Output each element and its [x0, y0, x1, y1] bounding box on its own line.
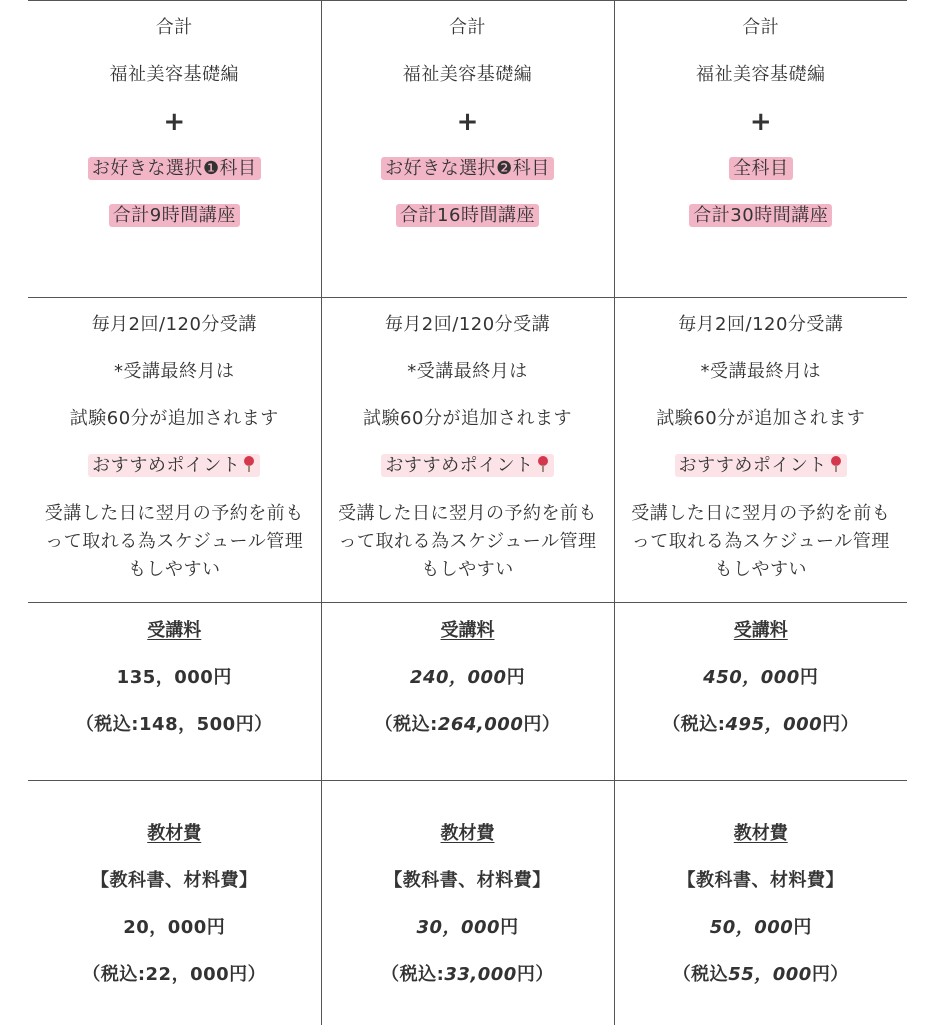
hours-badge: 合計9時間講座 — [109, 204, 240, 227]
exam-note: 試験60分が追加されます — [69, 408, 279, 429]
pin-icon — [536, 455, 550, 473]
tuition-row — [28, 603, 907, 781]
hours-badge: 合計16時間講座 — [396, 204, 539, 227]
schedule-row — [28, 298, 907, 603]
total-label: 合計 — [155, 17, 193, 38]
materials-title: 教材費 — [733, 823, 788, 844]
final-month-note: *受講最終月は — [700, 361, 821, 382]
tax-value: 55，000 — [728, 964, 812, 985]
pin-icon — [242, 455, 256, 473]
plus-sign: + — [749, 107, 772, 137]
tax-close: 円） — [235, 714, 273, 735]
recommend-description: 受講した日に翌月の予約を前もって取れる為スケジュール管理もしやすい — [631, 503, 891, 580]
selection-badge: 全科目 — [729, 157, 793, 180]
recommend-description: 受講した日に翌月の予約を前もって取れる為スケジュール管理もしやすい — [44, 503, 304, 580]
recommend-badge — [381, 454, 553, 477]
materials-price — [334, 915, 602, 941]
base-course: 福祉美容基礎編 — [696, 64, 826, 85]
schedule-cell-3 — [614, 298, 907, 603]
price-number: 240，000 — [409, 667, 507, 688]
exam-note: 試験60分が追加されます — [656, 408, 866, 429]
tuition-cell-2 — [321, 603, 614, 781]
tuition-title: 受講料 — [733, 620, 788, 641]
tax-open: （税込: — [374, 714, 438, 735]
tax-close: 円） — [516, 964, 554, 985]
tax-close: 円） — [822, 714, 860, 735]
materials-items: 【教科書、材料費】 — [677, 870, 844, 891]
price-number: 30，000 — [416, 917, 501, 938]
schedule-cell-1 — [28, 298, 321, 603]
course-price-table — [28, 0, 907, 1025]
recommend-label: おすすめポイント — [92, 455, 241, 476]
tuition-tax-included — [627, 712, 896, 738]
tuition-price: 135，000円 — [116, 667, 232, 688]
summary-cell-3 — [614, 1, 907, 298]
tax-value: 33,000 — [444, 964, 517, 985]
tuition-cell-3 — [614, 603, 907, 781]
total-label: 合計 — [449, 17, 486, 38]
materials-title: 教材費 — [147, 823, 202, 844]
plus-sign: + — [163, 107, 186, 137]
hours-badge: 合計30時間講座 — [689, 204, 832, 227]
materials-items: 【教科書、材料費】 — [384, 870, 551, 891]
recommend-badge — [88, 454, 260, 477]
selection-badge: お好きな選択❶科目 — [88, 157, 261, 180]
tax-open: （税込: — [381, 964, 445, 985]
tuition-price — [334, 665, 602, 691]
tax-close: 円） — [229, 964, 267, 985]
tuition-tax-included — [334, 712, 602, 738]
price-number: 50，000 — [709, 917, 794, 938]
price-unit: 円 — [793, 917, 812, 938]
price-unit: 円 — [799, 667, 819, 688]
tuition-price — [627, 665, 896, 691]
final-month-note: *受講最終月は — [114, 361, 235, 382]
schedule-cell-2 — [321, 298, 614, 603]
materials-tax-included — [40, 962, 309, 988]
materials-price — [627, 915, 896, 941]
tax-open: （税込: — [75, 714, 140, 735]
tuition-title: 受講料 — [440, 620, 495, 641]
summary-row — [28, 1, 907, 298]
tax-open: （税込 — [672, 964, 729, 985]
materials-cell-1 — [28, 781, 321, 1025]
final-month-note: *受講最終月は — [407, 361, 528, 382]
tuition-tax-included — [40, 712, 309, 738]
materials-items: 【教科書、材料費】 — [91, 870, 258, 891]
tax-close: 円） — [811, 964, 849, 985]
tuition-title: 受講料 — [147, 620, 202, 641]
summary-cell-2 — [321, 1, 614, 298]
materials-tax-included — [334, 962, 602, 988]
frequency-text: 毎月2回/120分受講 — [384, 314, 551, 335]
base-course: 福祉美容基礎編 — [109, 64, 239, 85]
frequency-text: 毎月2回/120分受講 — [91, 314, 257, 335]
recommend-label: おすすめポイント — [678, 455, 827, 476]
recommend-badge — [675, 454, 847, 477]
price-unit: 円 — [500, 917, 519, 938]
price-number: 450，000 — [703, 667, 800, 688]
tax-open: （税込: — [82, 964, 146, 985]
materials-title: 教材費 — [440, 823, 495, 844]
base-course: 福祉美容基礎編 — [402, 64, 533, 85]
tax-value: 148，500 — [139, 714, 236, 735]
pin-icon — [829, 455, 843, 473]
price-unit: 円 — [506, 667, 526, 688]
tax-value: 22，000 — [145, 964, 230, 985]
materials-row — [28, 781, 907, 1025]
exam-note: 試験60分が追加されます — [363, 408, 572, 429]
frequency-text: 毎月2回/120分受講 — [678, 314, 844, 335]
recommend-label: おすすめポイント — [385, 455, 534, 476]
selection-badge: お好きな選択❷科目 — [381, 157, 554, 180]
tax-value: 495，000 — [725, 714, 823, 735]
materials-cell-2 — [321, 781, 614, 1025]
plus-sign: + — [456, 107, 479, 137]
tax-open: （税込: — [662, 714, 726, 735]
materials-price: 20，000円 — [123, 917, 226, 938]
summary-cell-1 — [28, 1, 321, 298]
tax-value: 264,000 — [437, 714, 524, 735]
materials-cell-3 — [614, 781, 907, 1025]
tuition-cell-1 — [28, 603, 321, 781]
total-label: 合計 — [742, 17, 780, 38]
materials-tax-included — [627, 962, 896, 988]
tax-close: 円） — [523, 714, 561, 735]
recommend-description: 受講した日に翌月の予約を前もって取れる為スケジュール管理もしやすい — [338, 503, 597, 580]
